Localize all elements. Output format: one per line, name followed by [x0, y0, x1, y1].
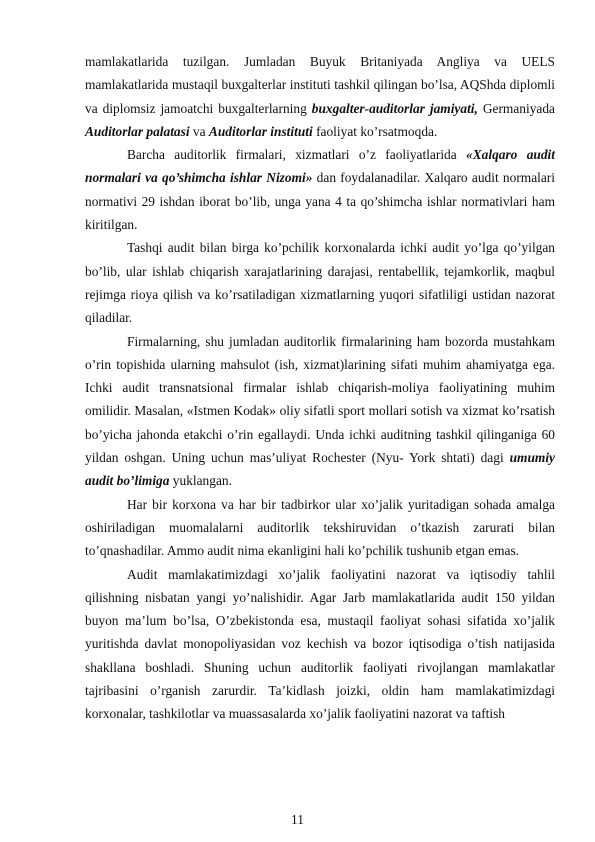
text-run: mamlakatlarida tuzilgan. Jumladan Buyuk Britaniyada Angliya va UELS mamlakatlarida mustaqil buxgalterlar instituti tashkil qilingan bo’lsa, AQShda diplomli va diplomsiz jamoatchi buxgalterlarning [85, 54, 555, 116]
emphasized-term: umumiy audit bo’limiga [85, 450, 555, 489]
page-number: 11 [291, 812, 304, 827]
text-run: yuklangan. [169, 473, 232, 489]
emphasized-term: Auditorlar palatasi [85, 123, 190, 139]
paragraph [85, 330, 555, 493]
paragraph [85, 143, 555, 236]
emphasized-term: Auditorlar instituti [208, 123, 313, 139]
text-run: va [189, 123, 209, 139]
text-run: faoliyat ko’rsatmoqda. [312, 123, 438, 139]
paragraph [85, 236, 555, 329]
text-run: Audit mamlakatimizdagi xo’jalik faoliyatini nazorat va iqtisodiy tahlil qilishning nisbatan yangi yo’nalishidir. Agar Jarb mamlakatlarida audit 150 yildan buyon ma’lum bo’lsa, O’zbekistonda esa, mustaqil faoliyat sohasi sifatida xo’jalik yuritishda davlat monopoliyasidan voz kechish va bozor iqtisodiga o’tish natijasida shakllana boshladi. Shuning uchun auditorlik faoliyati rivojlangan mamlakatlar tajribasini o’rganish zarurdir. Ta’kidlash joizki, oldin ham mamlakatimizdagi korxonalar, tashkilotlar va muassasalarda xo’jalik faoliyatini nazorat va taftish [85, 566, 555, 722]
emphasized-term: buxgalter-auditorlar jamiyati, [311, 100, 478, 116]
paragraph [85, 563, 555, 726]
text-run: Barcha auditorlik firmalari, xizmatlari o’z faoliyatlarida [127, 147, 467, 163]
emphasized-term: «Xalqaro audit normalari va qo’shimcha ishlar Nizomi» [85, 147, 555, 186]
text-run: Tashqi audit bilan birga ko’pchilik korxonalarda ichki audit yo’lga qo’yilgan bo’lib, ular ishlab chiqarish xarajatlarining darajasi, rentabellik, tejamkorlik, maqbul rejimga rioya qilish va ko’rsatiladigan xizmatlarning yuqori sifatliligi ustidan nazorat qiladilar. [85, 240, 555, 326]
text-run: Har bir korxona va har bir tadbirkor ular xo’jalik yuritadigan sohada amalga oshiriladigan muomalalarni auditorlik tekshiruvidan o’tkazish zarurati bilan to’qnashadilar. Ammo audit nima ekanligini hali ko’pchilik tushunib etgan emas. [85, 496, 555, 559]
paragraph [85, 493, 555, 563]
document-body [85, 50, 555, 726]
text-run: dan foydalanadilar. Xalqaro audit normalari normativi 29 ishdan iborat bo’lib, unga yana 4 ta qo’shimcha ishlar normativlari ham kiritilgan. [85, 170, 555, 233]
text-run: Germaniyada [477, 100, 555, 116]
paragraph [85, 50, 555, 143]
text-run: Firmalarning, shu jumladan auditorlik firmalarining ham bozorda mustahkam o’rin topishida ularning mahsulot (ish, xizmat)larining sifati muhim ahamiyatga ega. Ichki audit transnatsional firmalar ishlab chiqarish-moliya faoliyatining muhim omilidir. Masalan, «Istmen Kodak» oliy sifatli sport mollari sotish va xizmat ko’rsatish bo’yicha jahonda etakchi o’rin egallaydi. Unda ichki auditning tashkil qilinganiga 60 yildan oshgan. Uning uchun mas’uliyat Rochester (Nyu- York shtati) dagi [85, 333, 555, 466]
